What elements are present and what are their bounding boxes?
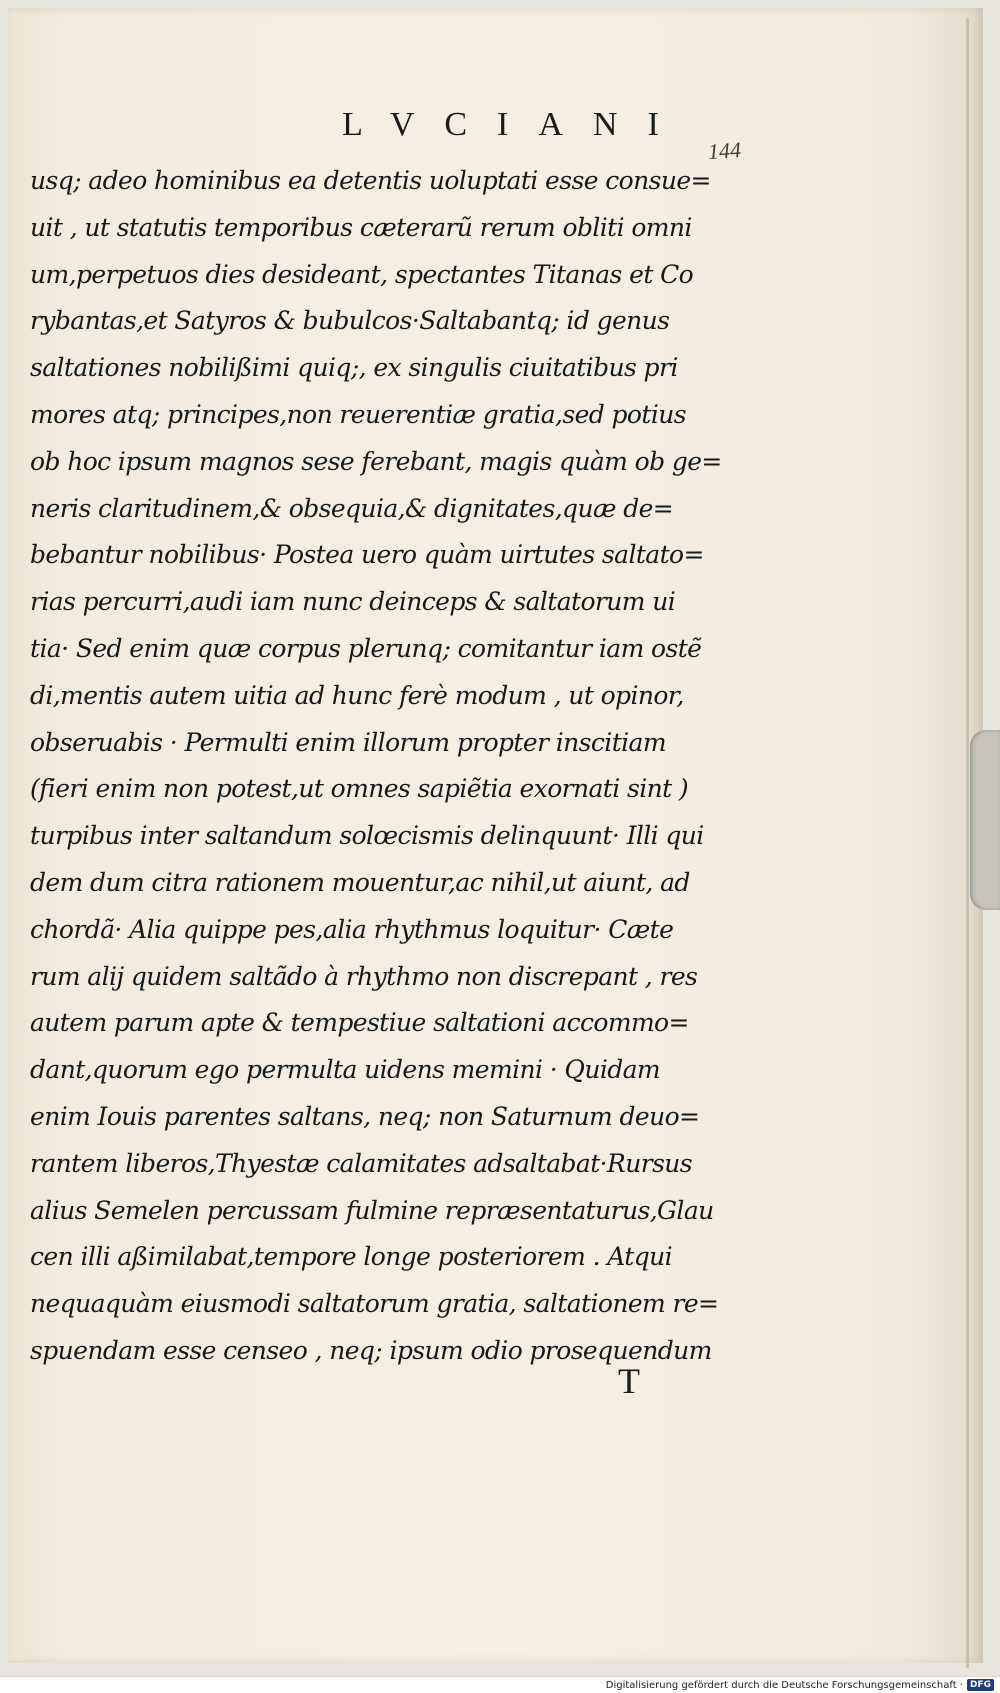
footer-bar (0, 1676, 1000, 1693)
text-line: chordã· Alia quippe pes,alia rhythmus loquitur· Cæte (30, 914, 674, 944)
book-page (8, 8, 983, 1663)
folio-note: 144 (707, 136, 742, 165)
page-tab (970, 730, 1000, 910)
page-edge (966, 18, 969, 1668)
text-line: usq; adeo hominibus ea detentis uoluptati esse consue= (30, 166, 711, 195)
text-line: saltationes nobilißimi quiq;, ex singulis ciuitatibus pri (30, 353, 678, 383)
funding-credit: Digitalisierung gefördert durch die Deutsche Forschungsgemeinschaft · (605, 1679, 963, 1691)
text-line: mores atq; principes,non reuerentiæ gratia,sed potius (30, 399, 686, 429)
text-line: dem dum citra rationem mouentur,ac nihil,ut aiunt, ad (30, 867, 690, 897)
text-line: neris claritudinem,& obsequia,& dignitates,quæ de= (30, 493, 674, 523)
text-line: nequaquàm eiusmodi saltatorum gratia, saltationem re= (30, 1289, 719, 1319)
dfg-logo: DFG (967, 1679, 994, 1691)
text-line: obseruabis · Permulti enim illorum propter inscitiam (30, 727, 666, 757)
text-line: autem parum apte & tempestiue saltationi accommo= (30, 1008, 689, 1038)
text-line: rum alij quidem saltãdo à rhythmo non discrepant , res (30, 961, 698, 991)
text-line: rias percurri,audi iam nunc deinceps & saltatorum ui (30, 587, 676, 617)
text-line: turpibus inter saltandum solœcismis delinquunt· Illi qui (30, 821, 704, 851)
text-line: enim Iouis parentes saltans, neq; non Saturnum deuo= (30, 1101, 700, 1131)
text-line: di,mentis autem uitia ad hunc ferè modum , ut opinor, (30, 680, 684, 710)
text-line: alius Semelen percussam fulmine repræsentaturus,Glau (30, 1195, 714, 1225)
text-line: rybantas,et Satyros & bubulcos·Saltabantq; id genus (30, 306, 670, 336)
text-block (30, 158, 758, 1375)
text-line: (fieri enim non potest,ut omnes sapiẽtia exornati sint ) (30, 774, 689, 804)
running-header: LVCIANI (342, 106, 689, 143)
text-line: spuendam esse censeo , neq; ipsum odio prosequendum (30, 1335, 712, 1365)
text-line: bebantur nobilibus· Postea uero quàm uirtutes saltato= (30, 540, 704, 570)
text-line: uit , ut statutis temporibus cæterarũ rerum obliti omni (30, 212, 692, 242)
text-line: tia· Sed enim quæ corpus plerunq; comitantur iam ostẽ (30, 633, 702, 663)
signature-mark: T (618, 1361, 640, 1401)
text-line: um,perpetuos dies desideant, spectantes Titanas et Co (30, 259, 694, 289)
text-line: rantem liberos,Thyestæ calamitates adsaltabat·Rursus (30, 1148, 693, 1178)
text-line: dant,quorum ego permulta uidens memini · Quidam (30, 1055, 661, 1085)
text-line: cen illi aßimilabat,tempore longe posteriorem . Atqui (30, 1242, 673, 1272)
text-line: ob hoc ipsum magnos sese ferebant, magis quàm ob ge= (30, 446, 722, 476)
